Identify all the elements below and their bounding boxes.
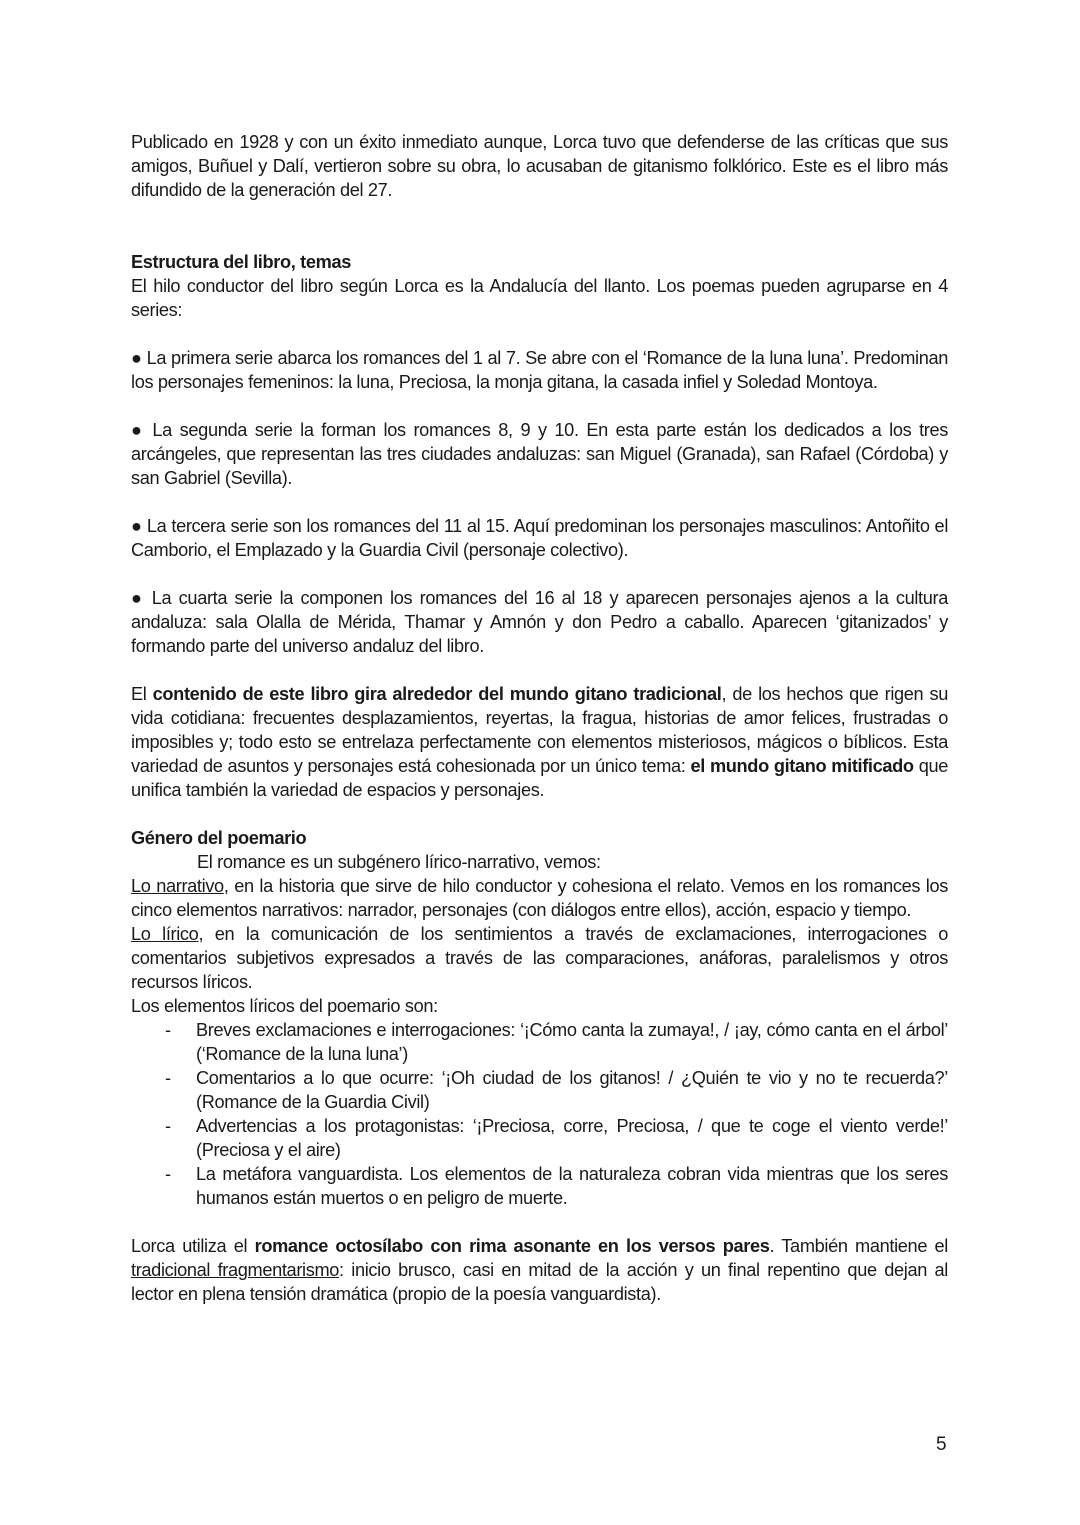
- lyric-label: Lo lírico: [131, 924, 199, 944]
- lyric-elements-list: [131, 1018, 948, 1210]
- lyric-paragraph: Lo lírico, en la comunicación de los sentimientos a través de exclamaciones, interrogaciones o comentarios subjetivos expresados a través de las comparaciones, anáforas, paralelismos y otros recursos líricos.: [131, 924, 948, 992]
- list-item: - Breves exclamaciones e interrogaciones: ‘¡Cómo canta la zumaya!, / ¡ay, cómo canta en el árbol’ (‘Romance de la luna luna’): [165, 1020, 948, 1064]
- lyric-elements-intro: Los elementos líricos del poemario son:: [131, 996, 438, 1016]
- structure-heading: Estructura del libro, temas: [131, 252, 351, 272]
- series-item-3: ● La tercera serie son los romances del 11 al 15. Aquí predominan los personajes masculinos: Antoñito el Camborio, el Emplazado y la Guardia Civil (personaje colectivo).: [131, 516, 949, 560]
- spacer: [131, 394, 948, 418]
- content-emphasis: contenido de este libro gira alrededor del mundo gitano tradicional: [152, 684, 722, 704]
- dash-icon: -: [165, 1164, 171, 1184]
- spacer: [131, 490, 948, 514]
- narrative-label: Lo narrativo: [131, 876, 224, 896]
- metrics-emphasis: romance octosílabo con rima asonante en los versos pares: [254, 1236, 770, 1256]
- spacer: [131, 322, 948, 346]
- spacer: [131, 202, 948, 250]
- narrative-paragraph: Lo narrativo, en la historia que sirve de hilo conductor y cohesiona el relato. Vemos en los romances los cinco elementos narrativos: narrador, personajes (con diálogos entre ellos), acción, espacio y tiempo.: [131, 876, 948, 920]
- list-item: - La metáfora vanguardista. Los elementos de la naturaleza cobran vida mientras que los seres humanos están muertos o en peligro de muerte.: [165, 1164, 948, 1208]
- theme-emphasis: el mundo gitano mitificado: [690, 756, 914, 776]
- bullet-icon: ●: [131, 588, 145, 608]
- spacer: [131, 802, 948, 826]
- dash-icon: -: [165, 1116, 171, 1136]
- structure-intro: El hilo conductor del libro según Lorca es la Andalucía del llanto. Los poemas pueden agruparse en 4 series:: [131, 276, 948, 320]
- metrics-paragraph: Lorca utiliza el romance octosílabo con rima asonante en los versos pares. También mantiene el tradicional fragmentarismo: inicio brusco, casi en mitad de la acción y un final repentino que dejan al lector en plena tensión dramática (propio de la poesía vanguardista).: [131, 1236, 948, 1304]
- dash-icon: -: [165, 1020, 171, 1040]
- series-item-1: ● La primera serie abarca los romances del 1 al 7. Se abre con el ‘Romance de la luna luna’. Predominan los personajes femeninos: la luna, Preciosa, la monja gitana, la casada infiel y Soledad Montoya.: [131, 348, 948, 392]
- series-item-4: ● La cuarta serie la componen los romances del 16 al 18 y aparecen personajes ajenos a la cultura andaluza: sala Olalla de Mérida, Thamar y Amnón y don Pedro a caballo. Aparecen ‘gitanizados’ y formando parte del universo andaluz del libro.: [131, 588, 948, 656]
- bullet-icon: ●: [131, 348, 142, 368]
- content-paragraph: El contenido de este libro gira alrededor del mundo gitano tradicional, de los hechos que rigen su vida cotidiana: frecuentes desplazamientos, reyertas, la fragua, historias de amor felices, frustradas o imposibles y; todo esto se entrelaza perfectamente con elementos misteriosos, mágicos o bíblicos. Esta variedad de asuntos y personajes está cohesionada por un único tema: el mundo gitano mitificado que unifica también la variedad de espacios y personajes.: [131, 684, 948, 800]
- spacer: [131, 658, 948, 682]
- bullet-icon: ●: [131, 420, 145, 440]
- list-item: - Comentarios a lo que ocurre: ‘¡Oh ciudad de los gitanos! / ¿Quién te vio y no te recuerda?’ (Romance de la Guardia Civil): [165, 1068, 948, 1112]
- fragmentarism-term: tradicional fragmentarismo: [131, 1260, 340, 1280]
- dash-icon: -: [165, 1068, 171, 1088]
- genre-heading: Género del poemario: [131, 828, 307, 848]
- list-item: - Advertencias a los protagonistas: ‘¡Preciosa, corre, Preciosa, / que te coge el viento verde!’ (Preciosa y el aire): [165, 1116, 948, 1160]
- page-number: 5: [936, 1434, 947, 1455]
- series-item-2: ● La segunda serie la forman los romances 8, 9 y 10. En esta parte están los dedicados a los tres arcángeles, que representan las tres ciudades andaluzas: san Miguel (Granada), san Rafael (Córdoba) y san Gabriel (Sevilla).: [131, 420, 949, 488]
- document-page: [131, 130, 948, 1306]
- genre-intro: El romance es un subgénero lírico-narrativo, vemos:: [197, 852, 601, 872]
- bullet-icon: ●: [131, 516, 142, 536]
- spacer: [131, 562, 948, 586]
- spacer: [131, 1210, 948, 1234]
- intro-paragraph: Publicado en 1928 y con un éxito inmediato aunque, Lorca tuvo que defenderse de las críticas que sus amigos, Buñuel y Dalí, vertieron sobre su obra, lo acusaban de gitanismo folklórico. Este es el libro más difundido de la generación del 27.: [131, 132, 948, 200]
